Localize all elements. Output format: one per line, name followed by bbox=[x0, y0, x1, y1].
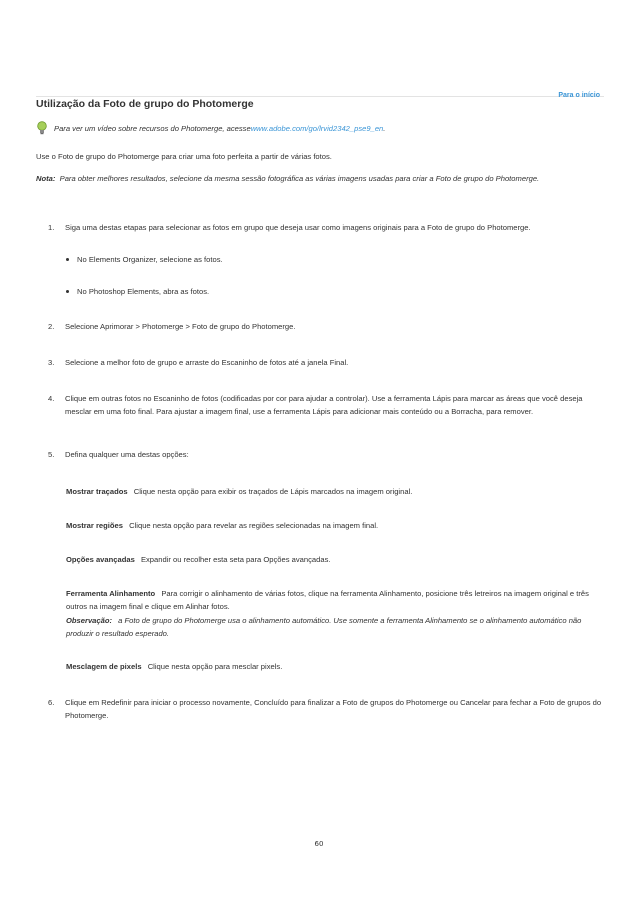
video-tip bbox=[36, 121, 385, 135]
video-link[interactable]: www.adobe.com/go/lrvid2342_pse9_en bbox=[250, 123, 384, 133]
observation-text: a Foto de grupo do Photomerge usa o alinhamento automático. Use somente a ferramenta Alinhamento se o alinhamento automático não produzir o resultado esperado. bbox=[66, 616, 582, 638]
step-text: Defina qualquer uma destas opções: bbox=[65, 450, 189, 459]
lightbulb-icon bbox=[36, 121, 48, 135]
note-label: Nota: bbox=[36, 174, 56, 183]
step-number: 5. bbox=[48, 450, 55, 459]
option-text: Clique nesta opção para revelar as regiões selecionadas na imagem final. bbox=[129, 521, 379, 530]
step-text: Siga uma destas etapas para selecionar as fotos em grupo que deseja usar como imagens originais para a Foto de grupo do Photomerge. bbox=[65, 223, 531, 232]
option-label: Opções avançadas bbox=[66, 555, 135, 564]
page-title: Utilização da Foto de grupo do Photomerge bbox=[36, 98, 254, 110]
observation-label: Observação: bbox=[66, 616, 113, 625]
tip-after: . bbox=[383, 123, 386, 133]
bullet-item bbox=[66, 287, 209, 296]
tip-text: Para ver um vídeo sobre recursos do Photomerge, acesse bbox=[54, 123, 251, 133]
option-advanced bbox=[66, 554, 606, 567]
step-text: Clique em Redefinir para iniciar o processo novamente, Concluído para finalizar a Foto de grupos do Photomerge ou Cancelar para fechar a Foto de grupos do Photomerge. bbox=[65, 698, 602, 720]
observation bbox=[66, 615, 606, 640]
page-number: 60 bbox=[314, 840, 324, 848]
option-text: Clique nesta opção para mesclar pixels. bbox=[147, 662, 283, 671]
option-label: Mostrar traçados bbox=[66, 487, 128, 496]
step-text: Selecione Aprimorar > Photomerge > Foto de grupo do Photomerge. bbox=[65, 322, 296, 331]
step-number: 2. bbox=[48, 322, 55, 331]
back-to-top-link[interactable]: Para o início bbox=[558, 92, 600, 99]
option-text: Clique nesta opção para exibir os traçados de Lápis marcados na imagem original. bbox=[133, 487, 413, 496]
bullet-dot bbox=[66, 290, 69, 293]
step-number: 6. bbox=[48, 698, 55, 707]
step-text: Clique em outras fotos no Escaninho de fotos (codificadas por cor para ajudar a controlar). Use a ferramenta Lápis para marcar as áreas que você deseja mesclar em uma foto final. Para ajustar a imagem final, use a ferramenta Lápis para adicionar mais conteúdo ou a Borracha, para remover. bbox=[65, 394, 583, 416]
note bbox=[36, 173, 604, 185]
option-label: Ferramenta Alinhamento bbox=[66, 589, 156, 598]
option-label: Mesclagem de pixels bbox=[66, 662, 142, 671]
step-number: 4. bbox=[48, 394, 55, 403]
bullet-dot bbox=[66, 258, 69, 261]
option-show-regions bbox=[66, 520, 606, 533]
note-text: Para obter melhores resultados, selecione da mesma sessão fotográfica as várias imagens usadas para criar a Foto de grupo do Photomerge. bbox=[59, 174, 540, 183]
step-number: 3. bbox=[48, 358, 55, 367]
bullet-text: No Elements Organizer, selecione as fotos. bbox=[77, 255, 223, 264]
option-alignment-tool bbox=[66, 588, 606, 640]
bullet-text: No Photoshop Elements, abra as fotos. bbox=[77, 287, 210, 296]
option-text: Para corrigir o alinhamento de várias fotos, clique na ferramenta Alinhamento, posicione três letreiros na imagem original e três outros na imagem final e clique em Alinhar fotos. bbox=[66, 589, 589, 611]
option-show-strokes bbox=[66, 486, 606, 499]
top-link-row bbox=[36, 84, 604, 97]
option-text: Expandir ou recolher esta seta para Opções avançadas. bbox=[140, 555, 331, 564]
option-pixel-blending bbox=[66, 661, 606, 674]
bullet-item bbox=[66, 255, 223, 264]
step-text: Selecione a melhor foto de grupo e arraste do Escaninho de fotos até a janela Final. bbox=[65, 358, 349, 367]
option-label: Mostrar regiões bbox=[66, 521, 123, 530]
step-number: 1. bbox=[48, 223, 55, 232]
intro-text: Use o Foto de grupo do Photomerge para criar uma foto perfeita a partir de várias fotos. bbox=[36, 152, 332, 161]
